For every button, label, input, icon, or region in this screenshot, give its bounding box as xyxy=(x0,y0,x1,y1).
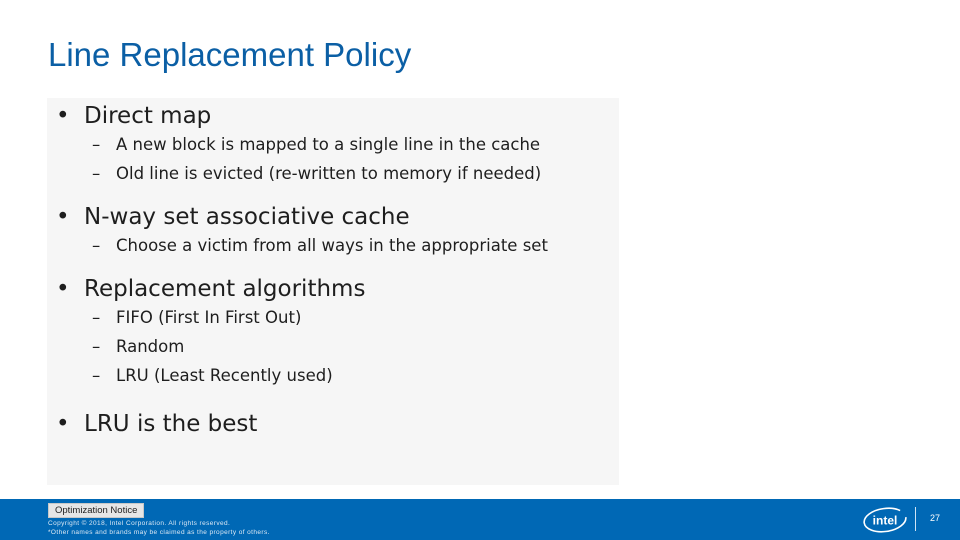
sub-item-text: FIFO (First In First Out) xyxy=(116,308,302,327)
sub-list xyxy=(84,303,619,390)
bullet-text: Direct map xyxy=(84,103,212,129)
trademark-line: *Other names and brands may be claimed as the property of others. xyxy=(48,529,270,536)
dash-glyph: – xyxy=(92,236,101,255)
page-number: 27 xyxy=(930,513,941,523)
sub-item-text: Random xyxy=(116,337,185,356)
sub-item-text: Choose a victim from all ways in the appropriate set xyxy=(116,236,548,255)
sub-item-text: A new block is mapped to a single line in the cache xyxy=(116,135,541,154)
slide-title: Line Replacement Policy xyxy=(48,36,412,73)
sub-item xyxy=(84,159,619,188)
sub-item xyxy=(84,361,619,390)
sub-item xyxy=(84,303,619,332)
bullet-text: LRU is the best xyxy=(84,411,258,437)
footer-bar xyxy=(0,499,960,540)
optimization-notice-link[interactable]: Optimization Notice xyxy=(48,503,144,518)
dash-glyph: – xyxy=(92,366,101,385)
sub-item xyxy=(84,130,619,159)
bullet-item xyxy=(47,410,619,438)
sub-list xyxy=(84,231,619,260)
bullet-item xyxy=(47,102,619,188)
dash-glyph: – xyxy=(92,308,101,327)
intel-logo-icon xyxy=(862,505,908,535)
footer-divider xyxy=(915,507,916,531)
copyright-line: Copyright © 2018, Intel Corporation. All rights reserved. xyxy=(48,520,231,527)
sub-item xyxy=(84,231,619,260)
bullet-dot: • xyxy=(56,411,70,437)
bullet-dot: • xyxy=(56,276,70,302)
intel-logo xyxy=(862,505,908,535)
bullet-text: Replacement algorithms xyxy=(84,276,366,302)
sub-item-text: Old line is evicted (re-written to memory if needed) xyxy=(116,164,542,183)
copyright-text xyxy=(48,519,270,537)
sub-item xyxy=(84,332,619,361)
content-image xyxy=(47,98,619,485)
dash-glyph: – xyxy=(92,135,101,154)
bullet-dot: • xyxy=(56,103,70,129)
bullet-item xyxy=(47,275,619,390)
bullet-text: N-way set associative cache xyxy=(84,204,410,230)
logo-text: intel xyxy=(872,513,898,528)
sub-item-text: LRU (Least Recently used) xyxy=(116,366,333,385)
bullet-item xyxy=(47,203,619,260)
dash-glyph: – xyxy=(92,337,101,356)
bullet-list xyxy=(47,102,619,438)
dash-glyph: – xyxy=(92,164,101,183)
sub-list xyxy=(84,130,619,188)
bullet-dot: • xyxy=(56,204,70,230)
